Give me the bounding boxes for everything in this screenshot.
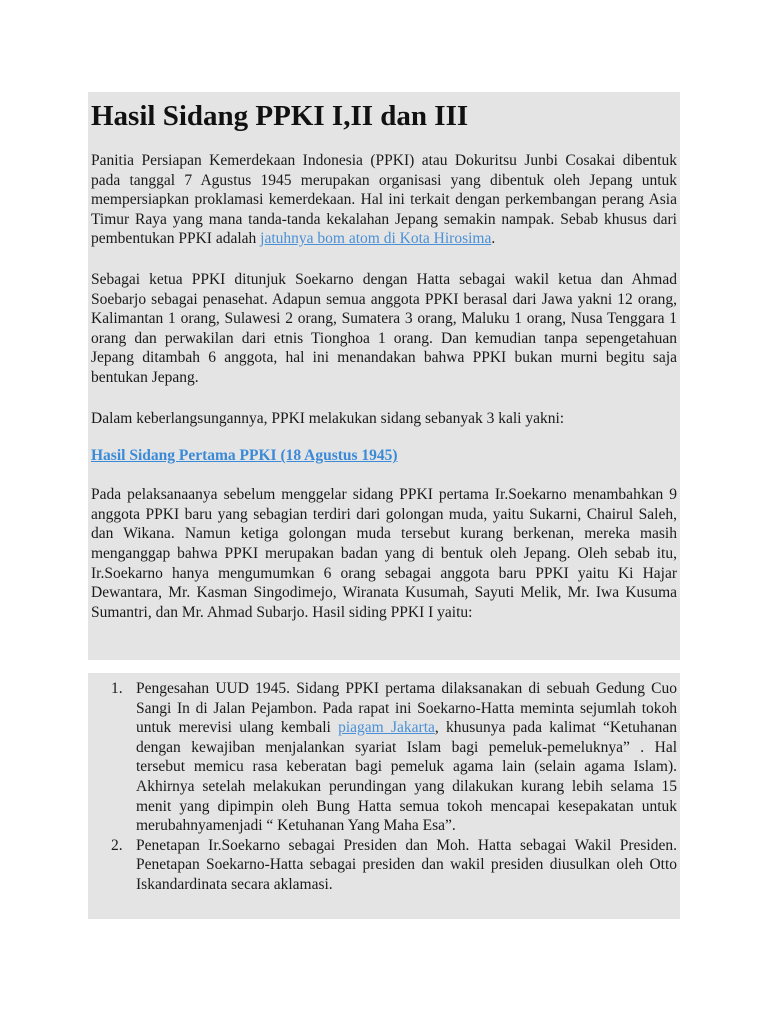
hiroshima-link[interactable]: jatuhnya bom atom di Kota Hirosima [260,230,492,248]
list-number: 2. [111,836,123,854]
list-item-text-cont: , khusunya pada kalimat “Ketuhanan dengan kewajiban menjalankan syariat Islam bagi pemeluk-pemeluknya” . Hal tersebut memicu rasa keberatan bagi pemeluk agama lain (selain agama Islam). Akhirnya setelah melakukan perundingan yang dilakukan kurang lebih selama 15 menit yang dipimpin oleh Bung Hatta semua tokoh mencapai kesepakatan untuk merubahnyamenjadi “ Ketuhanan Yang Maha Esa”. [136,719,677,835]
list-item [111,836,677,895]
list-item-text: Penetapan Ir.Soekarno sebagai Presiden dan Moh. Hatta sebagai Wakil Presiden. Penetapan Soekarno-Hatta sebagai presiden dan wakil presiden diusulkan oleh Otto Iskandardinata secara aklamasi. [136,836,677,893]
first-session-paragraph: Pada pelaksanaanya sebelum menggelar sidang PPKI pertama Ir.Soekarno menambahkan 9 anggota PPKI baru yang sebagian terdiri dari golongan muda, yaitu Sukarni, Chairul Saleh, dan Wikana. Namun ketiga golongan muda tersebut kurang berkenan, mereka masih menganggap bahwa PPKI merupakan badan yang di bentuk oleh Jepang. Oleh sebab itu, Ir.Soekarno hanya mengumumkan 6 orang sebagai anggota baru PPKI yaitu Ki Hajar Dewantara, Mr. Kasman Singodimejo, Wiranata Kusumah, Sayuti Melik, Mr. Iwa Kusuma Sumantri, dan Mr. Ahmad Subarjo. Hasil siding PPKI I yaitu: [91,486,677,621]
sessions-paragraph: Dalam keberlangsungannya, PPKI melakukan sidang sebanyak 3 kali yakni: [91,409,565,427]
members-paragraph: Sebagai ketua PPKI ditunjuk Soekarno dengan Hatta sebagai wakil ketua dan Ahmad Soebarjo sebagai penasehat. Adapun semua anggota PPKI berasal dari Jawa yakni 12 orang, Kalimantan 1 orang, Sulawesi 2 orang, Sumatera 3 orang, Maluku 1 orang, Nusa Tenggara 1 orang dan perwakilan dari etnis Tionghoa 1 orang. Dan kemudian tanpa sepengetahuan Jepang ditambah 6 anggota, hal ini menandakan bahwa PPKI bukan murni begitu saja bentukan Jepang. [91,270,677,386]
page-title: Hasil Sidang PPKI I,II dan III [91,100,469,132]
intro-end: . [491,230,496,248]
list-number: 1. [111,680,123,697]
intro-text: Panitia Persiapan Kemerdekaan Indonesia (PPKI) atau Dokuritsu Junbi Cosakai dibentuk pada tanggal 7 Agustus 1945 merupakan organisasi yang dibentuk oleh Jepang untuk mempersiapkan proklamasi kemerdekaan. Hal ini terkait dengan perkembangan perang Asia Timur Raya yang mana tanda-tanda kekalahan Jepang semakin nampak. Sebab khusus dari pembentukan PPKI adalah [91,152,677,248]
list-item [111,679,677,836]
piagam-jakarta-link[interactable]: piagam Jakarta [338,719,435,737]
intro-paragraph [91,151,677,249]
first-session-results-list [91,679,677,895]
list-item-text: Pengesahan UUD 1945. Sidang PPKI pertama dilaksanakan di sebuah Gedung Cuo Sangi In di Jalan Pejambon. Pada rapat ini Soekarno-Hatta meminta sejumlah tokoh untuk merevisi ulang kembali [136,680,677,737]
article-body [91,92,677,622]
first-session-heading-link[interactable]: Hasil Sidang Pertama PPKI (18 Agustus 1945) [91,447,398,465]
